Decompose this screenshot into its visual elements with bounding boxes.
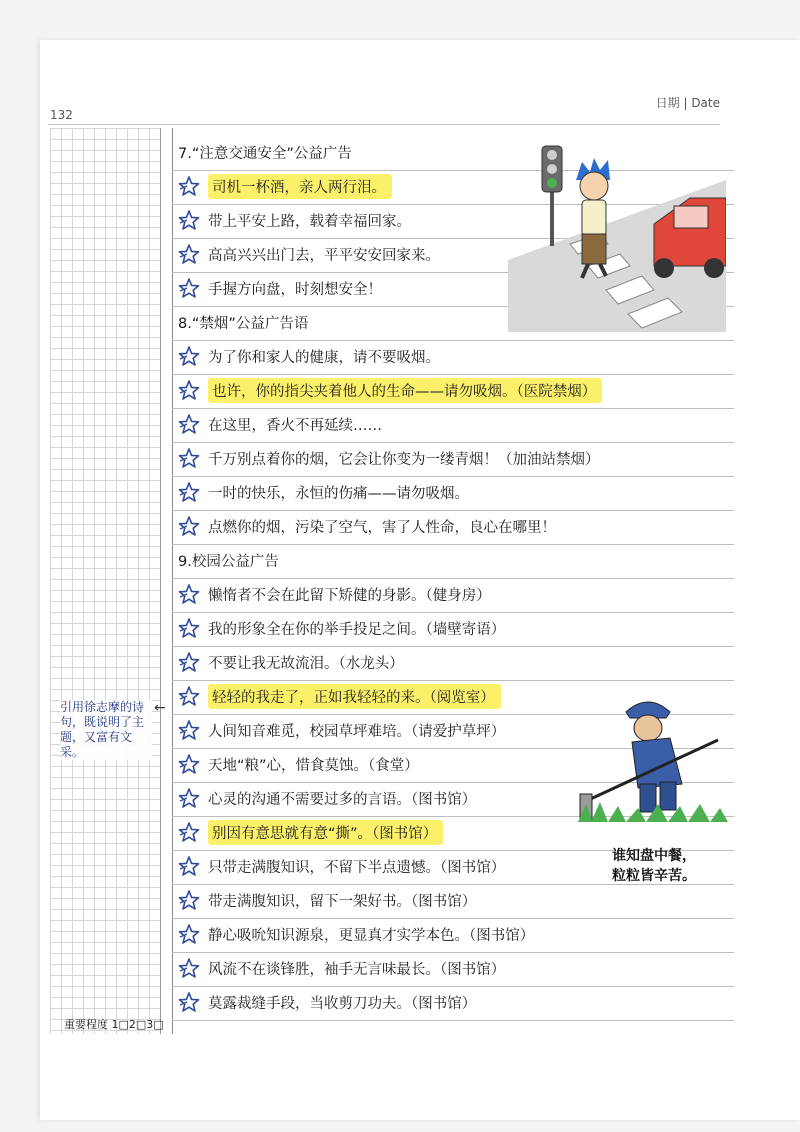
highlighted-text: 别因有意思就有意“撕”。（图书馆） — [208, 820, 443, 845]
star-icon — [178, 277, 200, 299]
star-icon — [178, 447, 200, 469]
star-icon — [178, 515, 200, 537]
list-item — [178, 409, 382, 439]
item-text: 在这里，香火不再延续…… — [208, 417, 382, 434]
item-text: 懒惰者不会在此留下矫健的身影。（健身房） — [208, 587, 491, 604]
list-item — [178, 239, 440, 269]
page-number: 132 — [50, 108, 73, 122]
star-icon — [178, 243, 200, 265]
item-text: 莫露裁缝手段，当收剪刀功夫。（图书馆） — [208, 995, 477, 1012]
star-icon — [178, 651, 200, 673]
item-text: 一时的快乐，永恒的伤痛——请勿吸烟。 — [208, 485, 469, 502]
star-icon — [178, 753, 200, 775]
star-icon — [178, 345, 200, 367]
list-item — [178, 341, 440, 371]
caption-line: 粒粒皆辛苦。 — [612, 868, 696, 884]
star-icon — [178, 787, 200, 809]
list-item — [178, 715, 505, 745]
list-item — [178, 987, 476, 1017]
farmer-hoeing-illustration — [578, 692, 728, 824]
star-icon — [178, 821, 200, 843]
highlighted-text: 司机一杯酒，亲人两行泪。 — [208, 174, 392, 199]
section-7-title: 7.“注意交通安全”公益广告 — [178, 145, 352, 162]
item-text: 只带走满腹知识，不留下半点遗憾。（图书馆） — [208, 859, 506, 876]
list-item — [178, 681, 501, 711]
traffic-crossing-illustration — [508, 140, 726, 332]
item-text: 不要让我无故流泪。（水龙头） — [208, 655, 404, 672]
item-text: 风流不在谈锋胜，袖手无言味最长。（图书馆） — [208, 961, 506, 978]
list-item — [178, 273, 382, 303]
list-item — [178, 613, 505, 643]
item-text: 人间知音难觅，校园草坪难培。（请爱护草坪） — [208, 723, 506, 740]
list-item — [178, 749, 419, 779]
list-item — [178, 647, 404, 677]
star-icon — [178, 175, 200, 197]
highlighted-text: 轻轻的我走了，正如我轻轻的来。（阅览室） — [208, 684, 501, 709]
list-item — [178, 817, 443, 847]
item-text: 带走满腹知识，留下一架好书。（图书馆） — [208, 893, 477, 910]
date-label: 日期 | Date — [655, 96, 720, 110]
list-item — [178, 205, 411, 235]
section-9-title: 9.校园公益广告 — [178, 553, 279, 570]
list-item — [178, 851, 505, 881]
item-text: 我的形象全在你的举手投足之间。（墙壁寄语） — [208, 621, 506, 638]
item-text: 为了你和家人的健康，请不要吸烟。 — [208, 349, 440, 366]
arrow-left-icon: ← — [154, 700, 166, 716]
item-text: 手握方向盘，时刻想安全！ — [208, 281, 382, 298]
poem-caption — [612, 846, 722, 886]
item-text: 千万别点着你的烟，它会让你变为一缕青烟！（加油站禁烟） — [208, 451, 600, 468]
list-item — [178, 375, 602, 405]
star-icon — [178, 413, 200, 435]
list-item — [178, 579, 491, 609]
star-icon — [178, 991, 200, 1013]
list-item — [178, 477, 469, 507]
list-item — [178, 511, 556, 541]
section-8-title: 8.“禁烟”公益广告语 — [178, 315, 309, 332]
star-icon — [178, 685, 200, 707]
list-item — [178, 783, 476, 813]
star-icon — [178, 617, 200, 639]
star-icon — [178, 889, 200, 911]
item-text: 高高兴兴出门去，平平安安回家来。 — [208, 247, 440, 264]
item-text: 点燃你的烟，污染了空气，害了人性命，良心在哪里！ — [208, 519, 556, 536]
star-icon — [178, 583, 200, 605]
star-icon — [178, 855, 200, 877]
list-item — [178, 443, 600, 473]
star-icon — [178, 923, 200, 945]
list-item — [178, 953, 505, 983]
star-icon — [178, 719, 200, 741]
highlighted-text: 也许，你的指尖夹着他人的生命——请勿吸烟。（医院禁烟） — [208, 378, 602, 403]
list-item — [178, 919, 534, 949]
item-text: 天地“粮”心，惜食莫蚀。（食堂） — [208, 757, 419, 774]
importance-rating: 重要程度 1□2□3□ — [64, 1018, 164, 1031]
item-text: 心灵的沟通不需要过多的言语。（图书馆） — [208, 791, 477, 808]
caption-line: 谁知盘中餐， — [612, 848, 696, 864]
star-icon — [178, 209, 200, 231]
list-item — [178, 885, 476, 915]
star-icon — [178, 379, 200, 401]
star-icon — [178, 957, 200, 979]
item-text: 带上平安上路，载着幸福回家。 — [208, 213, 411, 230]
star-icon — [178, 481, 200, 503]
list-item — [178, 171, 392, 201]
margin-annotation: 引用徐志摩的诗句，既说明了主题，又富有文采。 — [60, 700, 152, 760]
item-text: 静心吸吮知识源泉，更显真才实学本色。（图书馆） — [208, 927, 535, 944]
